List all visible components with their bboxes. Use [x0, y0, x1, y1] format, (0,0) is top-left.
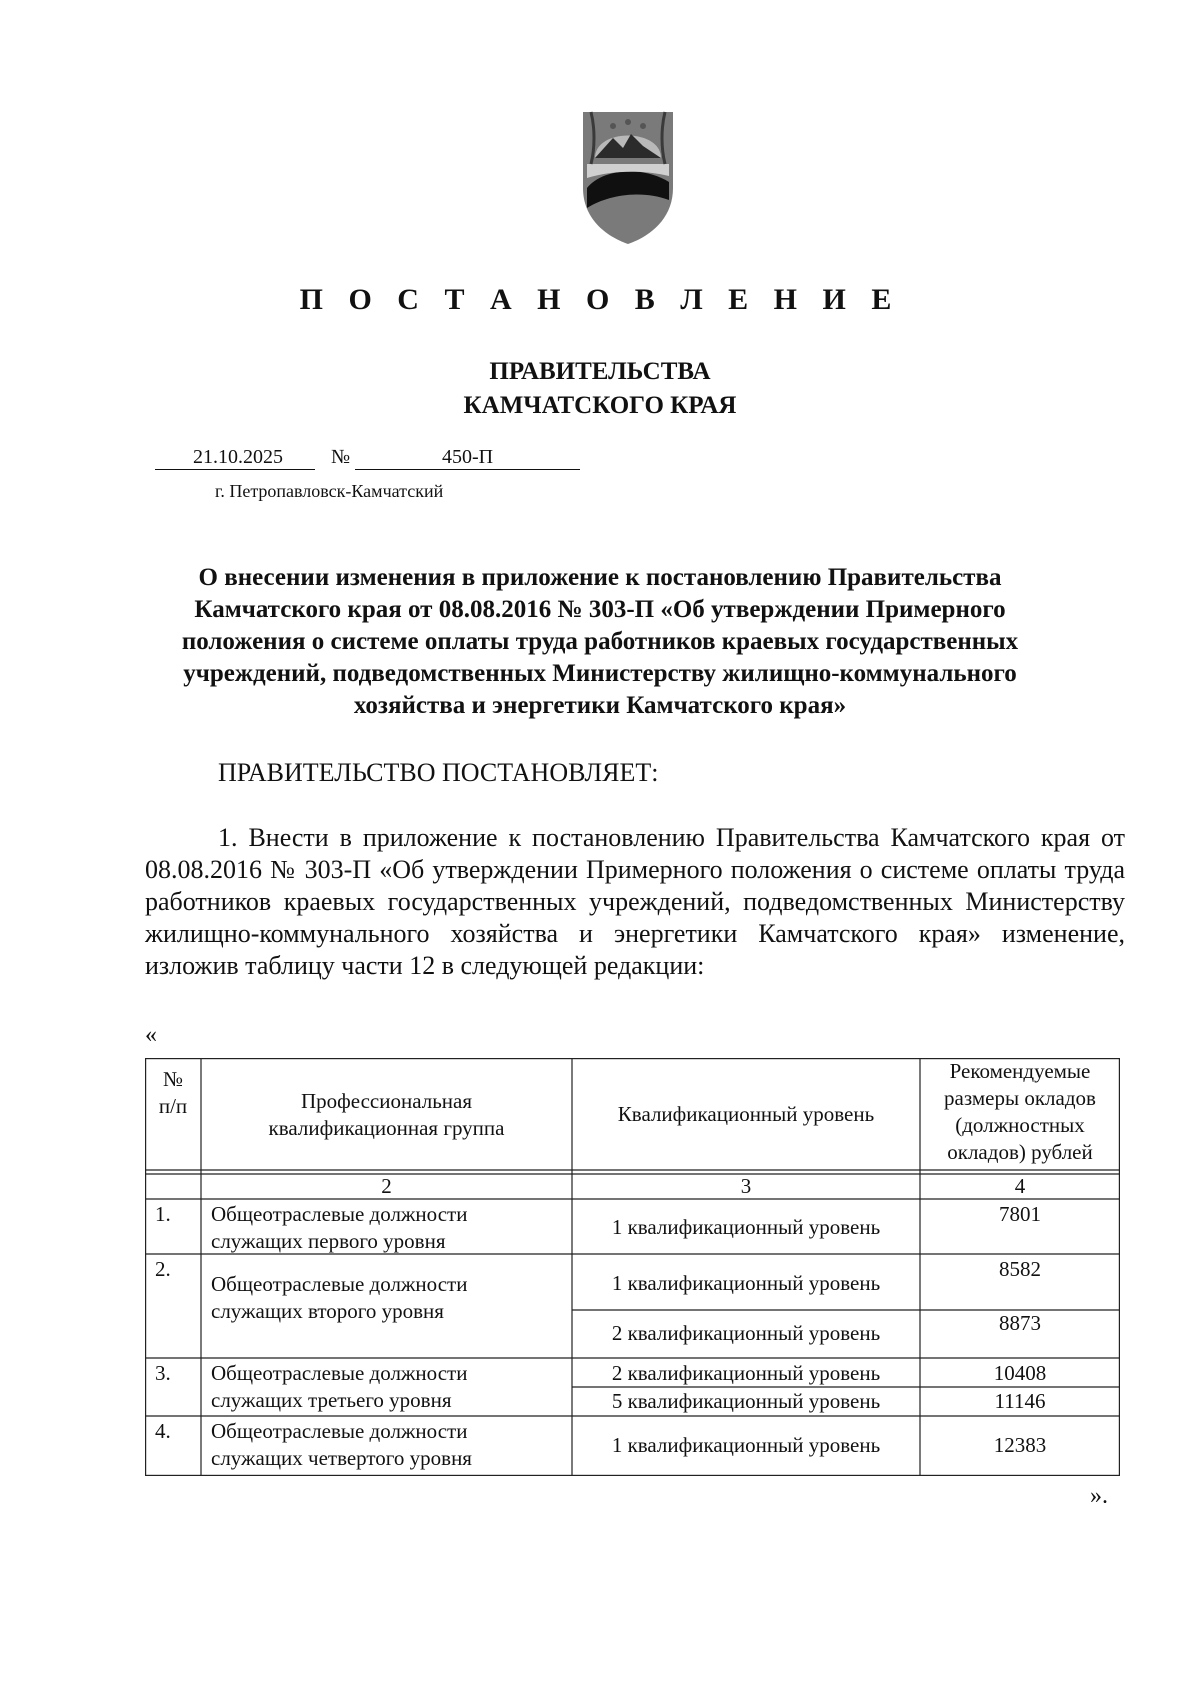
group-name: Общеотраслевые должности служащих второго уровня: [211, 1272, 468, 1323]
column-number: 4: [1014, 1174, 1026, 1198]
level-name: 2 квалификационный уровень: [611, 1321, 881, 1345]
salary-value: 7801: [999, 1202, 1041, 1226]
group-name: Общеотраслевые должности служащих третьего уровня: [211, 1361, 468, 1412]
row-number: 1.: [155, 1202, 171, 1226]
level-name: 1 квалификационный уровень: [611, 1215, 881, 1239]
subject-line: Камчатского края от 08.08.2016 № 303-П «Об утверждении Примерного: [194, 596, 1006, 623]
city-label: г. Петропавловск-Камчатский: [215, 481, 444, 501]
document-subject: [0, 562, 1200, 722]
salary-value: 10408: [993, 1361, 1047, 1385]
level-name: 2 квалификационный уровень: [611, 1361, 881, 1385]
header-level: Квалификационный уровень: [617, 1102, 875, 1126]
close-quote: ».: [1090, 1483, 1108, 1509]
header-num: № п/п: [158, 1067, 188, 1118]
document-number: 450-П: [442, 446, 494, 468]
salary-value: 11146: [994, 1389, 1046, 1413]
row-number: 4.: [155, 1419, 171, 1443]
number-sign: №: [331, 446, 351, 468]
column-number: 3: [740, 1174, 752, 1198]
issuer-title: [0, 355, 1200, 423]
salary-value: 8582: [999, 1257, 1041, 1281]
row-number: 2.: [155, 1257, 171, 1281]
subject-line: учреждений, подведомственных Министерству жилищно-коммунального: [183, 660, 1017, 687]
subject-line: положения о системе оплаты труда работников краевых государственных: [181, 628, 1019, 655]
salary-value: 8873: [999, 1311, 1041, 1335]
body-paragraph: 1. Внести в приложение к постановлению Правительства Камчатского края от 08.08.2016 № 303-П «Об утверждении Примерного положения о системе оплаты труда работников краевых государственных учреждений, подведомственных Министерству жилищно-коммунального хозяйства и энергетики Камчатского края» изменение, изложив таблицу части 12 в следующей редакции:: [145, 823, 1125, 980]
row-number: 3.: [155, 1361, 171, 1385]
registration-line: [155, 446, 580, 470]
header-salary: Рекомендуемые размеры окладов (должностных окладов) рублей: [944, 1059, 1096, 1164]
open-quote: «: [145, 1022, 157, 1048]
decree-intro: ПРАВИТЕЛЬСТВО ПОСТАНОВЛЯЕТ:: [218, 758, 659, 787]
issuer-line: КАМЧАТСКОГО КРАЯ: [463, 392, 737, 419]
group-name: Общеотраслевые должности служащих четвертого уровня: [211, 1419, 472, 1470]
subject-line: О внесении изменения в приложение к постановлению Правительства: [198, 564, 1002, 591]
header-group: Профессиональная квалификационная группа: [268, 1089, 505, 1140]
level-name: 1 квалификационный уровень: [611, 1271, 881, 1295]
document-type-title: П О С Т А Н О В Л Е Н И Е: [299, 283, 901, 316]
column-number: 2: [381, 1174, 392, 1198]
salary-table: [145, 1058, 1120, 1476]
coat-of-arms-kamchatka-icon: [573, 108, 683, 246]
issuer-line: ПРАВИТЕЛЬСТВА: [489, 358, 711, 385]
level-name: 1 квалификационный уровень: [611, 1433, 881, 1457]
date-underline: [155, 469, 315, 470]
salary-value: 12383: [993, 1433, 1047, 1457]
document-date: 21.10.2025: [193, 446, 283, 468]
number-underline: [355, 469, 580, 470]
subject-line: хозяйства и энергетики Камчатского края»: [353, 692, 847, 719]
group-name: Общеотраслевые должности служащих первого уровня: [211, 1202, 468, 1253]
level-name: 5 квалификационный уровень: [611, 1389, 881, 1413]
